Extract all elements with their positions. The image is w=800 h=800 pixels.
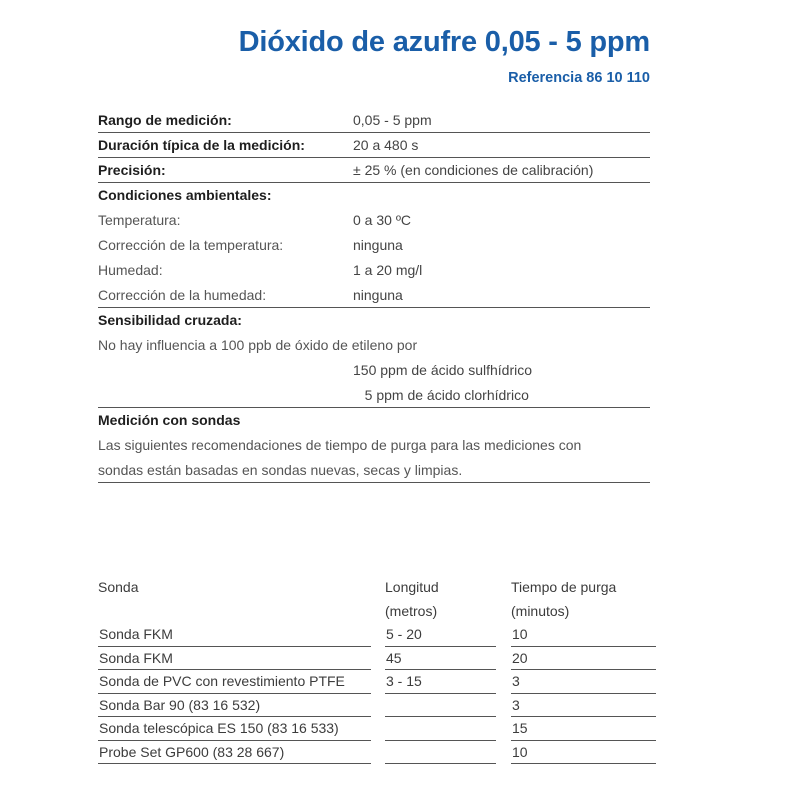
table-row xyxy=(98,623,658,647)
spec-value: ninguna xyxy=(353,287,403,303)
table-row xyxy=(98,741,658,765)
length-cell xyxy=(385,694,496,718)
spec-value: ± 25 % (en condiciones de calibración) xyxy=(353,162,594,178)
probe-name-cell: Sonda FKM xyxy=(98,623,371,647)
probe-name-cell: Probe Set GP600 (83 28 667) xyxy=(98,741,371,765)
header-tiempo-purga: Tiempo de purga (minutos) xyxy=(511,579,617,619)
header-sonda: Sonda xyxy=(98,579,139,595)
spec-label: Humedad: xyxy=(98,262,163,278)
table-row xyxy=(98,717,658,741)
probe-table xyxy=(98,576,658,764)
spec-value: 5 ppm de ácido clorhídrico xyxy=(353,387,529,403)
length-cell: 5 - 20 xyxy=(385,623,496,647)
spec-value: 20 a 480 s xyxy=(353,137,419,153)
spec-value: ninguna xyxy=(353,237,403,253)
spec-label: Sensibilidad cruzada: xyxy=(98,312,242,328)
spec-value: 0,05 - 5 ppm xyxy=(353,112,432,128)
purge-time-cell: 15 xyxy=(511,717,656,741)
spec-row xyxy=(98,358,650,383)
table-row xyxy=(98,694,658,718)
length-cell xyxy=(385,741,496,765)
spec-row xyxy=(98,208,650,233)
spec-row xyxy=(98,308,650,333)
spec-label: Las siguientes recomendaciones de tiempo de purga para las mediciones con xyxy=(98,437,582,453)
header-longitud: Longitud (metros) xyxy=(385,579,439,619)
purge-time-cell: 10 xyxy=(511,741,656,765)
probe-name-cell: Sonda de PVC con revestimiento PTFE xyxy=(98,670,371,694)
spec-value: 150 ppm de ácido sulfhídrico xyxy=(353,362,532,378)
spec-list xyxy=(98,108,650,483)
length-cell xyxy=(385,717,496,741)
spec-row xyxy=(98,408,650,433)
spec-row xyxy=(98,433,650,458)
spec-row xyxy=(98,258,650,283)
purge-time-cell: 20 xyxy=(511,647,656,671)
spec-row xyxy=(98,233,650,258)
spec-row xyxy=(98,133,650,158)
spec-row xyxy=(98,458,650,483)
spec-label: Condiciones ambientales: xyxy=(98,187,272,203)
spec-label: Temperatura: xyxy=(98,212,181,228)
page-title: Dióxido de azufre 0,05 - 5 ppm xyxy=(238,26,650,58)
length-cell: 3 - 15 xyxy=(385,670,496,694)
purge-time-cell: 3 xyxy=(511,694,656,718)
spec-row xyxy=(98,183,650,208)
table-row xyxy=(98,670,658,694)
spec-label: No hay influencia a 100 ppb de óxido de etileno por xyxy=(98,337,418,353)
length-cell: 45 xyxy=(385,647,496,671)
spec-label: Corrección de la humedad: xyxy=(98,287,267,303)
reference-number: Referencia 86 10 110 xyxy=(508,70,650,86)
spec-label: Rango de medición: xyxy=(98,112,232,128)
spec-row xyxy=(98,283,650,308)
spec-label: sondas están basadas en sondas nuevas, secas y limpias. xyxy=(98,462,463,478)
spec-row xyxy=(98,108,650,133)
spec-value: 0 a 30 ºC xyxy=(353,212,412,228)
purge-time-cell: 3 xyxy=(511,670,656,694)
table-row xyxy=(98,647,658,671)
probe-name-cell: Sonda Bar 90 (83 16 532) xyxy=(98,694,371,718)
spec-row xyxy=(98,158,650,183)
probe-table-body xyxy=(98,623,658,764)
probe-name-cell: Sonda telescópica ES 150 (83 16 533) xyxy=(98,717,371,741)
spec-row xyxy=(98,383,650,408)
purge-time-cell: 10 xyxy=(511,623,656,647)
probe-table-header xyxy=(98,576,658,623)
spec-label: Corrección de la temperatura: xyxy=(98,237,284,253)
spec-label: Medición con sondas xyxy=(98,412,241,428)
spec-value: 1 a 20 mg/l xyxy=(353,262,423,278)
probe-name-cell: Sonda FKM xyxy=(98,647,371,671)
spec-label: Duración típica de la medición: xyxy=(98,137,305,153)
spec-label: Precisión: xyxy=(98,162,166,178)
spec-row xyxy=(98,333,650,358)
